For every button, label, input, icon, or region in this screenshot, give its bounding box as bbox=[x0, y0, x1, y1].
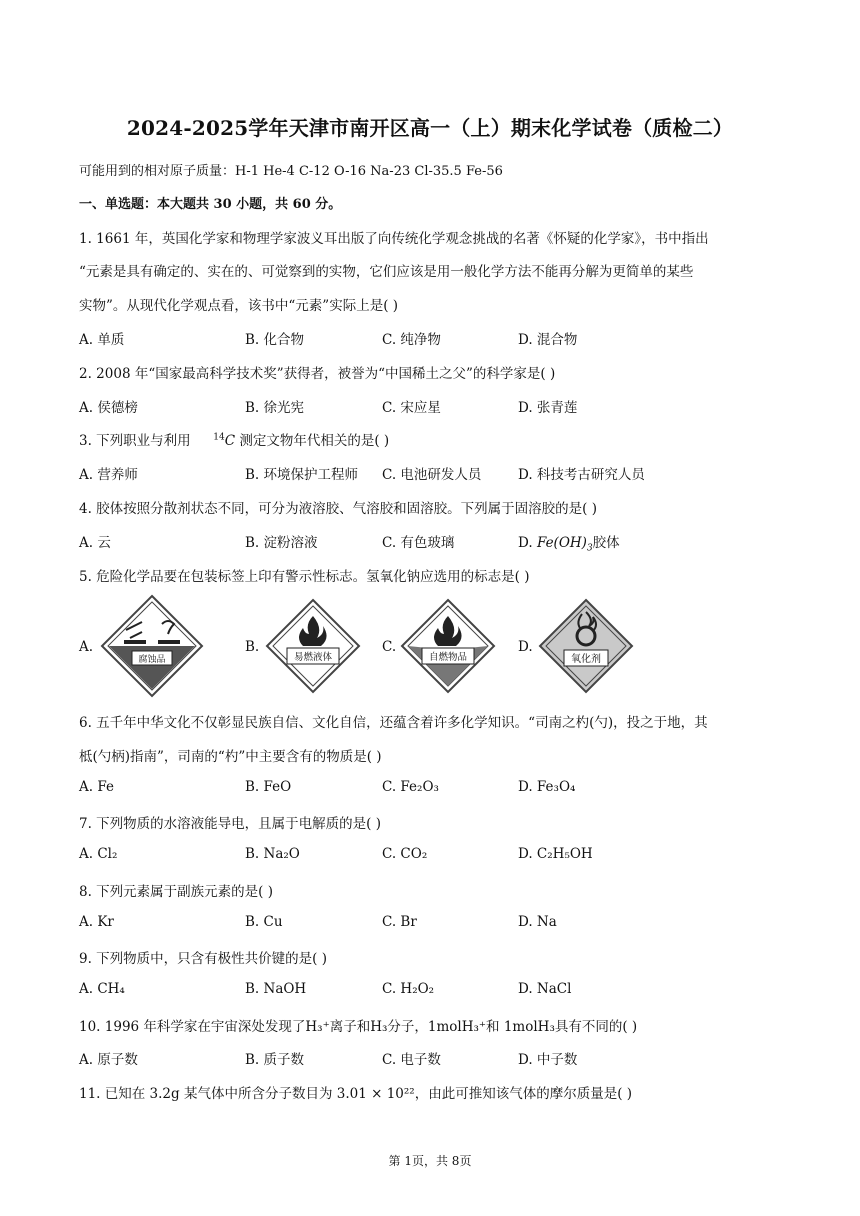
q10-option-a: A. 原子数 bbox=[79, 1052, 138, 1068]
q10-text: 10. 1996 年科学家在宇宙深处发现了H₃⁺离子和H₃分子，1molH₃⁺和 1molH₃具有不同的( ) bbox=[79, 1019, 638, 1035]
page-footer: 第 1页，共 8页 bbox=[388, 1154, 472, 1168]
q8-option-a: A. Kr bbox=[79, 914, 114, 930]
q3-option-d: D. 科技考古研究人员 bbox=[518, 467, 645, 483]
q9-option-a: A. CH₄ bbox=[79, 981, 125, 997]
q6-option-b: B. FeO bbox=[245, 779, 292, 795]
q6-text-1: 6. 五千年中华文化不仅彰显民族自信、文化自信，还蕴含着许多化学知识。“司南之杓(勺)，投之于地，其 bbox=[79, 715, 708, 731]
q3-text-pre: 3. 下列职业与利用 bbox=[79, 433, 191, 449]
q5-text: 5. 危险化学品要在包装标签上印有警示性标志。氢氧化钠应选用的标志是( ) bbox=[79, 569, 530, 585]
q4-option-d-suffix: 胶体 bbox=[592, 535, 620, 551]
q7-option-c: C. CO₂ bbox=[382, 846, 428, 862]
q4-option-a: A. 云 bbox=[79, 535, 111, 551]
q9-option-c: C. H₂O₂ bbox=[382, 981, 435, 997]
sign-a-label: 腐蚀品 bbox=[138, 655, 166, 665]
q4-option-b: B. 淀粉溶液 bbox=[245, 535, 318, 551]
q4-option-d-formula: Fe(OH) bbox=[536, 535, 587, 551]
q10-option-d: D. 中子数 bbox=[518, 1052, 578, 1068]
q1-text-3: 实物”。从现代化学观点看，该书中“元素”实际上是( ) bbox=[79, 298, 399, 314]
q3-isotope-symbol: C bbox=[224, 433, 236, 449]
q6-option-c: C. Fe₂O₃ bbox=[382, 779, 439, 795]
q2-option-b: B. 徐光宪 bbox=[245, 400, 305, 416]
q6-option-a: A. Fe bbox=[79, 779, 114, 795]
q4-option-d bbox=[518, 531, 620, 554]
q7-option-b: B. Na₂O bbox=[245, 846, 300, 862]
q1-text-1: 1. 1661 年，英国化学家和物理学家波义耳出版了向传统化学观念挑战的名著《怀疑的化学家》，书中指出 bbox=[79, 231, 709, 247]
spontaneous-combustion-sign-icon bbox=[400, 598, 496, 694]
q7-text: 7. 下列物质的水溶液能导电，且属于电解质的是( ) bbox=[79, 816, 381, 832]
q10-option-c: C. 电子数 bbox=[382, 1052, 441, 1068]
q10-option-b: B. 质子数 bbox=[245, 1052, 305, 1068]
q9-text: 9. 下列物质中，只含有极性共价键的是( ) bbox=[79, 951, 327, 967]
q3-option-b: B. 环境保护工程师 bbox=[245, 467, 359, 483]
q2-option-c: C. 宋应星 bbox=[382, 400, 441, 416]
q5-option-c: C. bbox=[382, 639, 397, 655]
q6-option-d: D. Fe₃O₄ bbox=[518, 779, 576, 795]
q2-option-d: D. 张青莲 bbox=[518, 400, 578, 416]
exam-title: 2024-2025学年天津市南开区高一（上）期末化学试卷（质检二） bbox=[126, 116, 734, 140]
q8-option-c: C. Br bbox=[382, 914, 417, 930]
section-heading: 一、单选题：本大题共 30 小题，共 60 分。 bbox=[79, 197, 342, 212]
q2-text: 2. 2008 年“国家最高科学技术奖”获得者，被誉为“中国稀土之父”的科学家是( ) bbox=[79, 366, 556, 382]
q5-option-d: D. bbox=[518, 639, 533, 655]
q1-option-d: D. 混合物 bbox=[518, 332, 578, 348]
q1-option-c: C. 纯净物 bbox=[382, 332, 441, 348]
q4-option-c: C. 有色玻璃 bbox=[382, 535, 455, 551]
q9-option-d: D. NaCl bbox=[518, 981, 572, 997]
q4-option-d-sub: 3 bbox=[586, 543, 593, 554]
q4-text: 4. 胶体按照分散剂状态不同，可分为液溶胶、气溶胶和固溶胶。下列属于固溶胶的是( ) bbox=[79, 501, 597, 517]
q1-text-2: “元素是具有确定的、实在的、可觉察到的实物，它们应该是用一般化学方法不能再分解为更简单的某些 bbox=[79, 264, 694, 280]
q6-text-2: 柢(勺柄)指南”，司南的“杓”中主要含有的物质是( ) bbox=[79, 749, 382, 765]
sign-b-label: 易燃液体 bbox=[293, 652, 333, 663]
sign-c-label: 自燃物品 bbox=[428, 652, 468, 663]
q3-text-post: 测定文物年代相关的是( ) bbox=[235, 433, 390, 449]
q3-option-c: C. 电池研发人员 bbox=[382, 467, 482, 483]
q7-option-d: D. C₂H₅OH bbox=[518, 846, 593, 862]
flammable-liquid-sign-icon bbox=[265, 598, 361, 694]
q7-option-a: A. Cl₂ bbox=[79, 846, 118, 862]
atomic-masses: 可能用到的相对原子质量：H-1 He-4 C-12 O-16 Na-23 Cl-35.5 Fe-56 bbox=[79, 164, 503, 179]
q5-option-a: A. bbox=[79, 639, 94, 655]
q8-text: 8. 下列元素属于副族元素的是( ) bbox=[79, 884, 273, 900]
q1-option-b: B. 化合物 bbox=[245, 332, 305, 348]
q8-option-d: D. Na bbox=[518, 914, 557, 930]
q11-text: 11. 已知在 3.2g 某气体中所含分子数目为 3.01 × 10²²，由此可推知该气体的摩尔质量是( ) bbox=[79, 1086, 633, 1102]
q3-isotope-mass: 14 bbox=[213, 432, 225, 443]
q3-text bbox=[79, 429, 389, 449]
q2-option-a: A. 侯德榜 bbox=[79, 400, 138, 416]
q8-option-b: B. Cu bbox=[245, 914, 283, 930]
q5-option-b: B. bbox=[245, 639, 260, 655]
sign-d-label: 氧化剂 bbox=[571, 654, 601, 665]
corrosive-sign-icon bbox=[100, 594, 204, 698]
q1-option-a: A. 单质 bbox=[79, 332, 125, 348]
q4-option-d-label: D. bbox=[518, 535, 537, 551]
oxidizer-sign-icon bbox=[538, 598, 634, 694]
q3-option-a: A. 营养师 bbox=[79, 467, 138, 483]
q9-option-b: B. NaOH bbox=[245, 981, 307, 997]
